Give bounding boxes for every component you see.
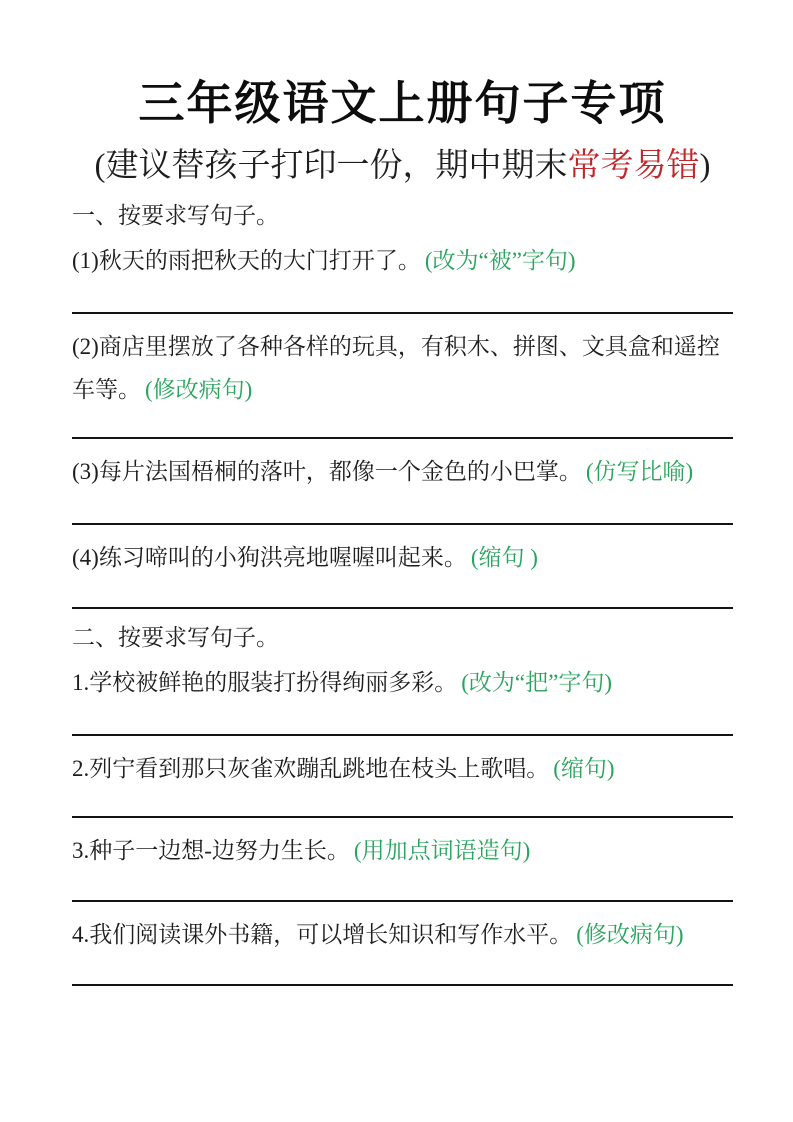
question-annotation: (改为“把”字句) [461,670,612,696]
question-text: 4.我们阅读课外书籍，可以增长知识和写作水平。 [72,922,573,948]
question-text: 2.列宁看到那只灰雀欢蹦乱跳地在枝头上歌唱。 [72,756,550,782]
question-text: (4)练习啼叫的小狗洪亮地喔喔叫起来。 [72,545,467,571]
question-item-1-4 [72,536,733,579]
question-text: (1)秋天的雨把秋天的大门打开了。 [72,248,421,274]
section-1 [72,198,733,609]
question-text: 3.种子一边想-边努力生长。 [72,838,350,864]
section-1-heading: 一、按要求写句子。 [72,203,279,229]
question-annotation: (用加点词语造句) [353,838,531,864]
answer-line [72,607,733,609]
question-annotation: (修改病句) [145,377,253,403]
answer-line [72,734,733,736]
question-item-1-3 [72,450,733,493]
question-item-2-1 [72,661,733,704]
question-item-2-2 [72,747,733,790]
question-annotation: (仿写比喻) [585,459,694,485]
subtitle-highlight: 常考易错 [567,147,700,184]
page-subtitle [72,145,733,188]
question-annotation: (缩句) [553,756,615,782]
question-annotation: (改为“被”字句) [424,248,576,274]
subtitle-prefix: (建议替孩子打印一份，期中期末 [94,147,568,184]
answer-line [72,312,733,314]
answer-line [72,900,733,902]
answer-line [72,984,733,986]
answer-line [72,437,733,439]
answer-line [72,523,733,525]
question-item-1-1 [72,239,733,282]
question-text: (3)每片法国梧桐的落叶，都像一个金色的小巴掌。 [72,459,582,485]
question-annotation: (缩句 ) [470,545,538,571]
section-2-heading: 二、按要求写句子。 [72,625,279,651]
question-annotation: (修改病句) [576,922,684,948]
subtitle-suffix: ) [699,147,711,184]
question-text: 1.学校被鲜艳的服装打扮得绚丽多彩。 [72,670,458,696]
question-item-2-3 [72,829,733,872]
page-title: 三年级语文上册句子专项 [138,77,667,129]
question-item-2-4 [72,913,733,956]
section-2 [72,620,733,986]
question-item-1-2 [72,325,733,411]
question-text: (2)商店里摆放了各种各样的玩具，有积木、拼图、文具盒和遥控车等。 [72,334,720,403]
answer-line [72,816,733,818]
